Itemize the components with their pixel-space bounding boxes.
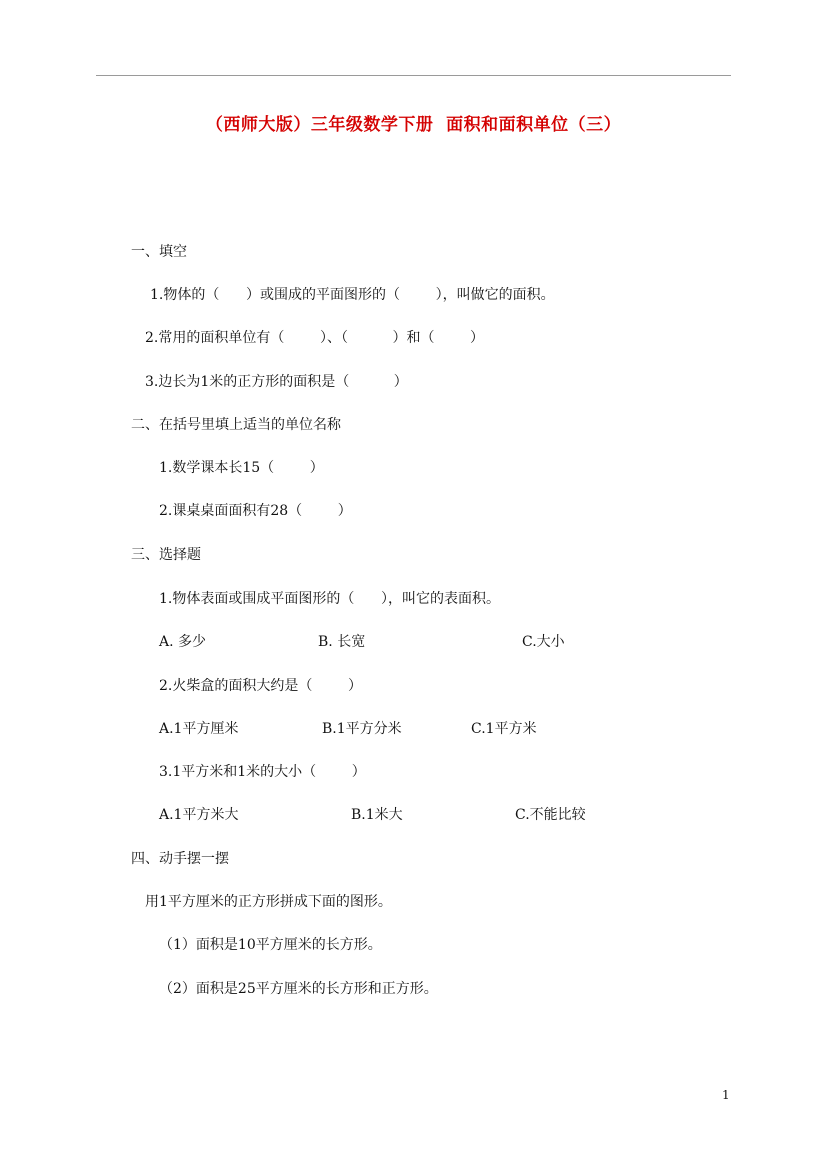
section-3-question-2: 2.火柴盒的面积大约是（ ） xyxy=(159,678,362,694)
section-3-q2-option-b: B.1平方分米 xyxy=(322,721,402,737)
section-4-heading: 四、动手摆一摆 xyxy=(131,851,229,867)
section-3-q3-option-a: A.1平方米大 xyxy=(159,807,239,823)
section-3-heading: 三、选择题 xyxy=(131,547,201,563)
section-1-heading: 一、填空 xyxy=(131,244,187,260)
section-1-question-3: 3.边长为1米的正方形的面积是（ ） xyxy=(145,374,408,390)
section-4-item-1: （1）面积是10平方厘米的长方形。 xyxy=(159,937,382,953)
section-3-q2-option-c: C.1平方米 xyxy=(471,721,537,737)
section-4-intro: 用1平方厘米的正方形拼成下面的图形。 xyxy=(145,894,392,910)
section-3-q1-option-c: C.大小 xyxy=(522,634,565,650)
section-2-question-1: 1.数学课本长15（ ） xyxy=(159,460,324,476)
header-rule xyxy=(96,75,731,76)
section-3-q1-option-b: B. 长宽 xyxy=(318,634,366,650)
section-2-heading: 二、在括号里填上适当的单位名称 xyxy=(131,417,341,433)
section-3-q2-option-a: A.1平方厘米 xyxy=(159,721,239,737)
section-1-question-2: 2.常用的面积单位有（ ）、（ ）和（ ） xyxy=(145,330,485,346)
page-number: 1 xyxy=(722,1088,730,1102)
page-title: （西师大版）三年级数学下册 面积和面积单位（三） xyxy=(205,115,622,135)
section-3-question-3: 3.1平方米和1米的大小（ ） xyxy=(159,764,366,780)
section-3-q3-option-b: B.1米大 xyxy=(351,807,403,823)
section-4-item-2: （2）面积是25平方厘米的长方形和正方形。 xyxy=(159,981,438,997)
section-3-q3-option-c: C.不能比较 xyxy=(515,807,586,823)
section-1-question-1: 1.物体的（ ）或围成的平面图形的（ ），叫做它的面积。 xyxy=(150,287,555,303)
section-3-q1-option-a: A. 多少 xyxy=(159,634,207,650)
section-2-question-2: 2.课桌桌面面积有28（ ） xyxy=(159,503,352,519)
section-3-question-1: 1.物体表面或围成平面图形的（ ），叫它的表面积。 xyxy=(159,591,501,607)
